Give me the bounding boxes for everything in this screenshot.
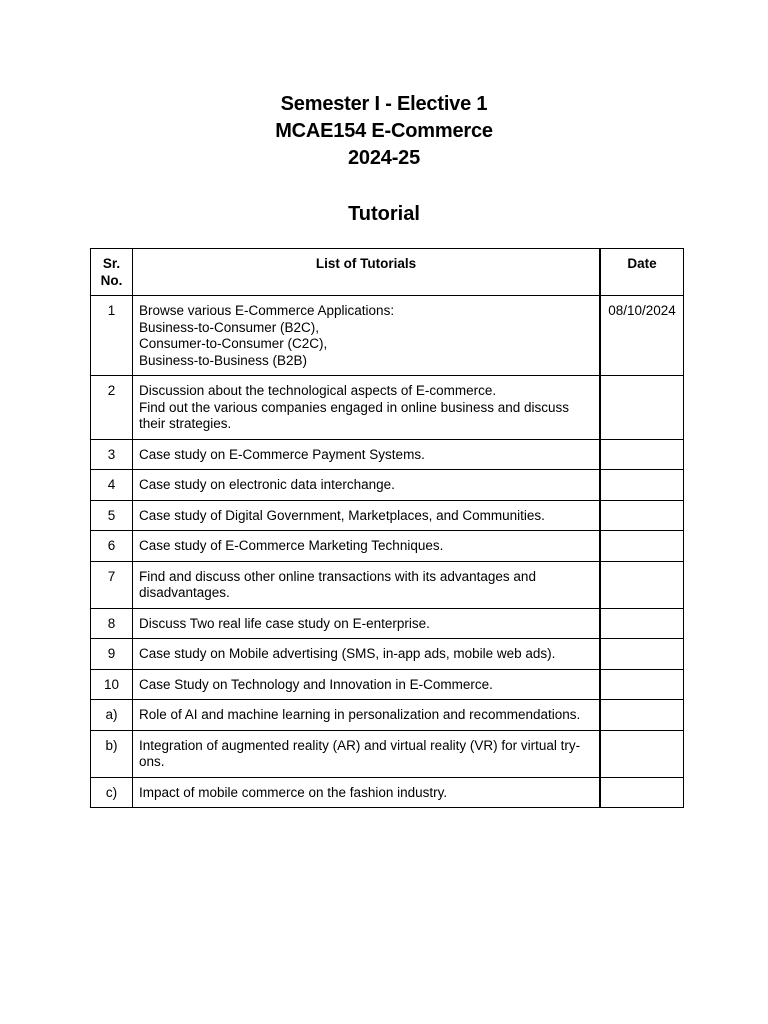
tutorial-description-line: Role of AI and machine learning in personalization and recommendations.	[138, 707, 581, 722]
sr-no-cell: b)	[91, 730, 133, 777]
date-cell: 08/10/2024	[600, 296, 684, 376]
sr-no-cell: 10	[91, 669, 133, 700]
table-row	[91, 439, 684, 470]
tutorial-description-cell	[132, 669, 600, 700]
tutorial-description-cell	[132, 439, 600, 470]
table-row	[91, 608, 684, 639]
tutorial-description-line: Business-to-Business (B2B)	[138, 352, 308, 368]
sr-no-cell: 9	[91, 639, 133, 670]
document-header	[0, 91, 768, 172]
table-row	[91, 561, 684, 608]
date-cell	[600, 669, 684, 700]
table-row	[91, 470, 684, 501]
sr-no-cell: 1	[91, 296, 133, 376]
academic-year: 2024-25	[348, 147, 420, 169]
date-cell	[600, 376, 684, 440]
sr-no-cell: 5	[91, 500, 133, 531]
sr-no-label-line1: Sr.	[102, 256, 121, 271]
tutorial-description-cell	[132, 777, 600, 808]
tutorial-description-cell	[132, 730, 600, 777]
table-row	[91, 777, 684, 808]
tutorial-description-cell	[132, 608, 600, 639]
table-row	[91, 669, 684, 700]
tutorial-description-line: Find out the various companies engaged in online business and discuss their strategies.	[138, 399, 569, 431]
tutorial-description-line: Case study of Digital Government, Marketplaces, and Communities.	[138, 507, 545, 523]
date-cell	[600, 730, 684, 777]
tutorial-description-cell	[132, 500, 600, 531]
tutorial-description-cell	[132, 470, 600, 501]
semester-title: Semester I - Elective 1	[280, 93, 488, 115]
table-row	[91, 700, 684, 731]
table-row	[91, 730, 684, 777]
tutorial-description-line: Discuss Two real life case study on E-enterprise.	[138, 615, 430, 631]
tutorial-description-cell	[132, 639, 600, 670]
sr-no-cell: 6	[91, 531, 133, 562]
date-cell	[600, 639, 684, 670]
date-cell	[600, 700, 684, 731]
tutorial-description-line: Impact of mobile commerce on the fashion industry.	[138, 784, 448, 800]
sr-no-cell: 2	[91, 376, 133, 440]
tutorial-description-line: Find and discuss other online transactions with its advantages and disadvantages.	[138, 568, 536, 600]
tutorial-description-cell	[132, 700, 600, 731]
tutorial-description-line: Consumer-to-Consumer (C2C),	[138, 336, 328, 351]
tutorial-description-cell	[132, 296, 600, 376]
date-cell	[600, 470, 684, 501]
table-row	[91, 500, 684, 531]
tutorials-table	[90, 248, 684, 808]
column-header-list: List of Tutorials	[132, 249, 600, 296]
tutorial-description-line: Case study of E-Commerce Marketing Techniques.	[138, 538, 444, 553]
tutorial-description-line: Case study on Mobile advertising (SMS, in-app ads, mobile web ads).	[138, 646, 556, 661]
tutorial-description-line: Case study on E-Commerce Payment Systems.	[138, 446, 425, 462]
sr-no-cell: 4	[91, 470, 133, 501]
table-row	[91, 376, 684, 440]
tutorial-description-cell	[132, 561, 600, 608]
tutorial-description-cell	[132, 376, 600, 440]
date-cell	[600, 531, 684, 562]
date-cell	[600, 777, 684, 808]
course-title: MCAE154 E-Commerce	[275, 120, 493, 142]
table-body	[91, 296, 684, 808]
sr-no-cell: 3	[91, 439, 133, 470]
sr-no-cell: 8	[91, 608, 133, 639]
tutorial-description-line: Integration of augmented reality (AR) and virtual reality (VR) for virtual try-ons.	[138, 737, 581, 769]
sr-no-cell: 7	[91, 561, 133, 608]
table-header-row	[91, 249, 684, 296]
tutorial-description-cell	[132, 531, 600, 562]
tutorial-description-line: Discussion about the technological aspects of E-commerce.	[138, 383, 497, 398]
table-row	[91, 639, 684, 670]
table-row	[91, 296, 684, 376]
date-cell	[600, 561, 684, 608]
sr-no-label-line2: No.	[100, 272, 123, 288]
sr-no-cell: a)	[91, 700, 133, 731]
table-row	[91, 531, 684, 562]
sr-no-cell: c)	[91, 777, 133, 808]
section-title: Tutorial	[348, 203, 420, 225]
date-cell	[600, 439, 684, 470]
tutorial-description-line: Business-to-Consumer (B2C),	[138, 319, 320, 335]
column-header-sr-no	[91, 249, 133, 296]
tutorial-description-line: Case study on electronic data interchange.	[138, 477, 395, 492]
column-header-date: Date	[600, 249, 684, 296]
tutorial-description-line: Case Study on Technology and Innovation in E-Commerce.	[138, 676, 493, 692]
tutorial-description-line: Browse various E-Commerce Applications:	[138, 303, 395, 318]
date-cell	[600, 608, 684, 639]
date-cell	[600, 500, 684, 531]
